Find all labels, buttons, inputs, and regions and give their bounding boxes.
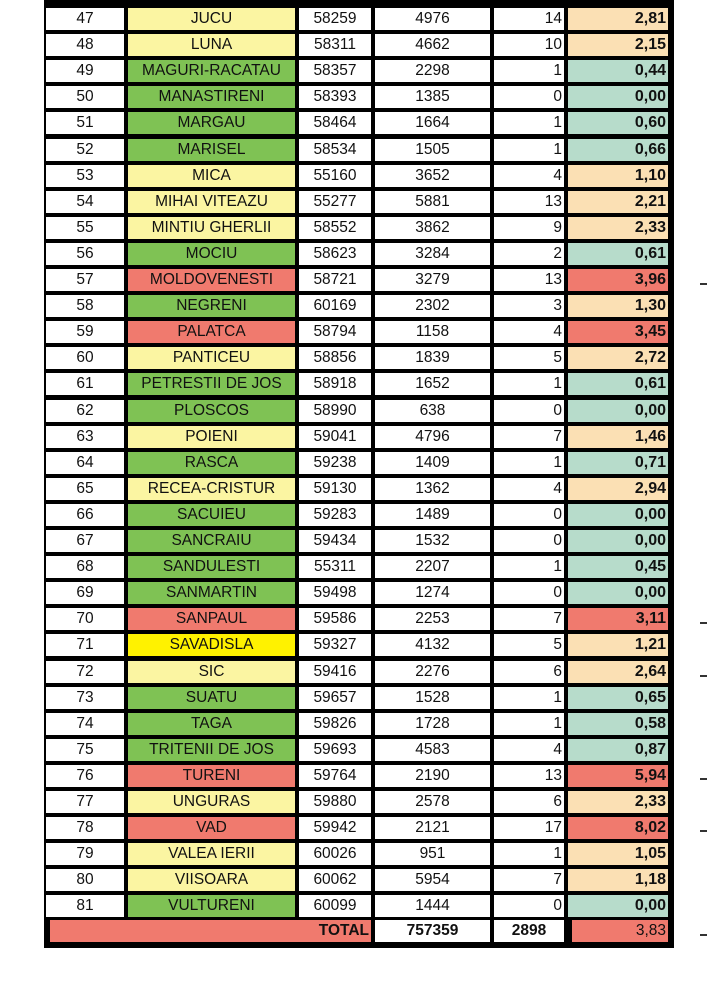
siruta-code: 59327 — [299, 634, 371, 656]
incidence-rate: 0,58 — [568, 713, 668, 735]
table-row — [44, 869, 674, 891]
incidence-rate: 3,45 — [568, 321, 668, 343]
population: 1528 — [375, 687, 490, 709]
row-number: 80 — [46, 869, 124, 891]
siruta-code: 58794 — [299, 321, 371, 343]
incidence-rate: 1,10 — [568, 165, 668, 187]
siruta-code: 59130 — [299, 478, 371, 500]
population: 1409 — [375, 452, 490, 474]
locality-name: VALEA IERII — [128, 843, 295, 865]
locality-name: MICA — [128, 165, 295, 187]
cases-count: 0 — [494, 582, 564, 604]
cases-count: 1 — [494, 60, 564, 82]
table-row — [44, 400, 674, 422]
cases-count: 4 — [494, 165, 564, 187]
population: 3862 — [375, 217, 490, 239]
incidence-rate: 0,66 — [568, 139, 668, 161]
cases-count: 1 — [494, 373, 564, 395]
cases-count: 9 — [494, 217, 564, 239]
row-number: 67 — [46, 530, 124, 552]
cases-count: 10 — [494, 34, 564, 56]
incidence-rate: 0,71 — [568, 452, 668, 474]
total-rate: 3,83 — [572, 920, 668, 942]
cases-count: 5 — [494, 347, 564, 369]
locality-name: RASCA — [128, 452, 295, 474]
table-row — [44, 478, 674, 500]
locality-name: POIENI — [128, 426, 295, 448]
total-row — [44, 920, 674, 942]
incidence-rate: 1,18 — [568, 869, 668, 891]
siruta-code: 55160 — [299, 165, 371, 187]
cases-count: 1 — [494, 713, 564, 735]
incidence-rate: 2,64 — [568, 661, 668, 683]
population: 2253 — [375, 608, 490, 630]
siruta-code: 59880 — [299, 791, 371, 813]
cases-count: 13 — [494, 191, 564, 213]
locality-name: SIC — [128, 661, 295, 683]
cases-count: 6 — [494, 661, 564, 683]
row-number: 55 — [46, 217, 124, 239]
row-number: 72 — [46, 661, 124, 683]
locality-name: VIISOARA — [128, 869, 295, 891]
total-label: TOTAL — [50, 920, 371, 942]
population: 1728 — [375, 713, 490, 735]
siruta-code: 60169 — [299, 295, 371, 317]
siruta-code: 59283 — [299, 504, 371, 526]
incidence-rate: 2,15 — [568, 34, 668, 56]
table-row — [44, 556, 674, 578]
population: 2276 — [375, 661, 490, 683]
population: 1158 — [375, 321, 490, 343]
siruta-code: 58856 — [299, 347, 371, 369]
incidence-rate: 2,33 — [568, 217, 668, 239]
cases-count: 5 — [494, 634, 564, 656]
population: 1664 — [375, 112, 490, 134]
siruta-code: 59657 — [299, 687, 371, 709]
locality-name: NEGRENI — [128, 295, 295, 317]
locality-name: PETRESTII DE JOS — [128, 373, 295, 395]
table-row — [44, 191, 674, 213]
cases-count: 17 — [494, 817, 564, 839]
cases-count: 13 — [494, 269, 564, 291]
edge-mark — [700, 283, 707, 285]
incidence-rate: 0,87 — [568, 739, 668, 761]
edge-mark — [700, 830, 707, 832]
row-number: 47 — [46, 8, 124, 30]
incidence-rate: 0,00 — [568, 86, 668, 108]
population: 2121 — [375, 817, 490, 839]
siruta-code: 58990 — [299, 400, 371, 422]
incidence-rate: 2,72 — [568, 347, 668, 369]
table-row — [44, 608, 674, 630]
cases-count: 0 — [494, 895, 564, 917]
cases-count: 4 — [494, 321, 564, 343]
edge-mark — [700, 778, 707, 780]
incidence-rate: 0,60 — [568, 112, 668, 134]
table-row — [44, 321, 674, 343]
row-number: 76 — [46, 765, 124, 787]
locality-name: MARGAU — [128, 112, 295, 134]
siruta-code: 59826 — [299, 713, 371, 735]
incidence-rate: 0,45 — [568, 556, 668, 578]
population: 638 — [375, 400, 490, 422]
total-cases: 2898 — [494, 920, 564, 942]
incidence-rate: 3,11 — [568, 608, 668, 630]
locality-name: MOCIU — [128, 243, 295, 265]
siruta-code: 58259 — [299, 8, 371, 30]
siruta-code: 60062 — [299, 869, 371, 891]
row-number: 70 — [46, 608, 124, 630]
edge-mark — [700, 675, 707, 677]
row-number: 74 — [46, 713, 124, 735]
locality-name: SAVADISLA — [128, 634, 295, 656]
siruta-code: 58721 — [299, 269, 371, 291]
siruta-code: 59942 — [299, 817, 371, 839]
incidence-rate: 0,00 — [568, 530, 668, 552]
siruta-code: 59041 — [299, 426, 371, 448]
incidence-rate: 5,94 — [568, 765, 668, 787]
cases-count: 14 — [494, 8, 564, 30]
table-row — [44, 295, 674, 317]
cases-count: 7 — [494, 608, 564, 630]
incidence-rate: 1,21 — [568, 634, 668, 656]
incidence-rate: 3,96 — [568, 269, 668, 291]
cases-count: 0 — [494, 530, 564, 552]
table-row — [44, 713, 674, 735]
locality-name: SUATU — [128, 687, 295, 709]
incidence-rate: 8,02 — [568, 817, 668, 839]
incidence-rate: 2,21 — [568, 191, 668, 213]
locality-name: MANASTIRENI — [128, 86, 295, 108]
incidence-rate: 0,44 — [568, 60, 668, 82]
locality-name: VULTURENI — [128, 895, 295, 917]
locality-name: TAGA — [128, 713, 295, 735]
cases-count: 4 — [494, 478, 564, 500]
row-number: 54 — [46, 191, 124, 213]
population: 4132 — [375, 634, 490, 656]
locality-name: MINTIU GHERLII — [128, 217, 295, 239]
cases-count: 1 — [494, 687, 564, 709]
population: 1505 — [375, 139, 490, 161]
siruta-code: 58552 — [299, 217, 371, 239]
siruta-code: 58393 — [299, 86, 371, 108]
population: 4796 — [375, 426, 490, 448]
locality-name: MIHAI VITEAZU — [128, 191, 295, 213]
siruta-code: 59498 — [299, 582, 371, 604]
row-number: 77 — [46, 791, 124, 813]
row-number: 58 — [46, 295, 124, 317]
locality-name: JUCU — [128, 8, 295, 30]
row-number: 73 — [46, 687, 124, 709]
population: 5881 — [375, 191, 490, 213]
siruta-code: 58311 — [299, 34, 371, 56]
incidence-rate: 2,81 — [568, 8, 668, 30]
table-row — [44, 452, 674, 474]
table-row — [44, 165, 674, 187]
total-population: 757359 — [375, 920, 490, 942]
population: 4583 — [375, 739, 490, 761]
row-number: 57 — [46, 269, 124, 291]
incidence-rate: 1,30 — [568, 295, 668, 317]
edge-mark — [700, 934, 707, 936]
table-row — [44, 269, 674, 291]
table-row — [44, 843, 674, 865]
cases-count: 3 — [494, 295, 564, 317]
population: 3652 — [375, 165, 490, 187]
siruta-code: 58357 — [299, 60, 371, 82]
population: 2190 — [375, 765, 490, 787]
population: 1489 — [375, 504, 490, 526]
row-number: 78 — [46, 817, 124, 839]
siruta-code: 55311 — [299, 556, 371, 578]
population: 2298 — [375, 60, 490, 82]
table-row — [44, 243, 674, 265]
siruta-code: 59238 — [299, 452, 371, 474]
row-number: 63 — [46, 426, 124, 448]
population: 1385 — [375, 86, 490, 108]
incidence-rate: 0,00 — [568, 582, 668, 604]
population: 2302 — [375, 295, 490, 317]
population: 3284 — [375, 243, 490, 265]
row-number: 48 — [46, 34, 124, 56]
cases-count: 1 — [494, 112, 564, 134]
table-row — [44, 895, 674, 917]
locality-name: TURENI — [128, 765, 295, 787]
population: 4662 — [375, 34, 490, 56]
cases-count: 0 — [494, 400, 564, 422]
cases-count: 2 — [494, 243, 564, 265]
population: 1444 — [375, 895, 490, 917]
table-row — [44, 217, 674, 239]
table-row — [44, 739, 674, 761]
population: 1532 — [375, 530, 490, 552]
row-number: 65 — [46, 478, 124, 500]
cases-count: 4 — [494, 739, 564, 761]
incidence-rate: 2,33 — [568, 791, 668, 813]
cases-count: 7 — [494, 869, 564, 891]
table-row — [44, 426, 674, 448]
locality-name: MAGURI-RACATAU — [128, 60, 295, 82]
locality-name: VAD — [128, 817, 295, 839]
row-number: 49 — [46, 60, 124, 82]
siruta-code: 59764 — [299, 765, 371, 787]
row-number: 71 — [46, 634, 124, 656]
table-row — [44, 817, 674, 839]
locality-name: MARISEL — [128, 139, 295, 161]
table-row — [44, 8, 674, 30]
row-number: 68 — [46, 556, 124, 578]
siruta-code: 60099 — [299, 895, 371, 917]
locality-name: SANCRAIU — [128, 530, 295, 552]
row-number: 52 — [46, 139, 124, 161]
siruta-code: 59434 — [299, 530, 371, 552]
table-row — [44, 139, 674, 161]
incidence-rate: 0,00 — [568, 895, 668, 917]
population: 951 — [375, 843, 490, 865]
locality-name: UNGURAS — [128, 791, 295, 813]
locality-name: PLOSCOS — [128, 400, 295, 422]
locality-name: TRITENII DE JOS — [128, 739, 295, 761]
row-number: 56 — [46, 243, 124, 265]
row-number: 81 — [46, 895, 124, 917]
table-row — [44, 687, 674, 709]
incidence-rate: 1,05 — [568, 843, 668, 865]
siruta-code: 58918 — [299, 373, 371, 395]
population: 4976 — [375, 8, 490, 30]
table-row — [44, 60, 674, 82]
incidence-rate: 0,61 — [568, 373, 668, 395]
siruta-code: 58623 — [299, 243, 371, 265]
population: 3279 — [375, 269, 490, 291]
table-row — [44, 347, 674, 369]
cases-count: 1 — [494, 452, 564, 474]
incidence-rate: 0,00 — [568, 400, 668, 422]
locality-name: SACUIEU — [128, 504, 295, 526]
row-number: 69 — [46, 582, 124, 604]
siruta-code: 55277 — [299, 191, 371, 213]
population: 1362 — [375, 478, 490, 500]
population: 1274 — [375, 582, 490, 604]
population: 2207 — [375, 556, 490, 578]
edge-mark — [700, 622, 707, 624]
row-number: 50 — [46, 86, 124, 108]
siruta-code: 59586 — [299, 608, 371, 630]
table-row — [44, 661, 674, 683]
table-row — [44, 530, 674, 552]
incidence-table — [44, 0, 674, 948]
cases-count: 0 — [494, 504, 564, 526]
siruta-code: 59416 — [299, 661, 371, 683]
cases-count: 1 — [494, 139, 564, 161]
siruta-code: 58534 — [299, 139, 371, 161]
row-number: 62 — [46, 400, 124, 422]
locality-name: LUNA — [128, 34, 295, 56]
table-row — [44, 791, 674, 813]
cases-count: 6 — [494, 791, 564, 813]
population: 5954 — [375, 869, 490, 891]
population: 1839 — [375, 347, 490, 369]
table-row — [44, 112, 674, 134]
locality-name: SANPAUL — [128, 608, 295, 630]
incidence-rate: 0,61 — [568, 243, 668, 265]
row-number: 61 — [46, 373, 124, 395]
row-number: 60 — [46, 347, 124, 369]
row-number: 59 — [46, 321, 124, 343]
cases-count: 1 — [494, 556, 564, 578]
table-row — [44, 34, 674, 56]
cases-count: 1 — [494, 843, 564, 865]
locality-name: SANDULESTI — [128, 556, 295, 578]
locality-name: PANTICEU — [128, 347, 295, 369]
population: 1652 — [375, 373, 490, 395]
siruta-code: 60026 — [299, 843, 371, 865]
siruta-code: 58464 — [299, 112, 371, 134]
table-row — [44, 373, 674, 395]
population: 2578 — [375, 791, 490, 813]
row-number: 66 — [46, 504, 124, 526]
cases-count: 0 — [494, 86, 564, 108]
table-row — [44, 765, 674, 787]
table-row — [44, 86, 674, 108]
row-number: 53 — [46, 165, 124, 187]
incidence-rate: 0,65 — [568, 687, 668, 709]
incidence-rate: 1,46 — [568, 426, 668, 448]
cases-count: 13 — [494, 765, 564, 787]
row-number: 64 — [46, 452, 124, 474]
incidence-rate: 2,94 — [568, 478, 668, 500]
row-number: 75 — [46, 739, 124, 761]
locality-name: PALATCA — [128, 321, 295, 343]
row-number: 51 — [46, 112, 124, 134]
table-row — [44, 504, 674, 526]
locality-name: MOLDOVENESTI — [128, 269, 295, 291]
cases-count: 7 — [494, 426, 564, 448]
locality-name: SANMARTIN — [128, 582, 295, 604]
table-row — [44, 634, 674, 656]
siruta-code: 59693 — [299, 739, 371, 761]
incidence-rate: 0,00 — [568, 504, 668, 526]
row-number: 79 — [46, 843, 124, 865]
table-row — [44, 582, 674, 604]
locality-name: RECEA-CRISTUR — [128, 478, 295, 500]
